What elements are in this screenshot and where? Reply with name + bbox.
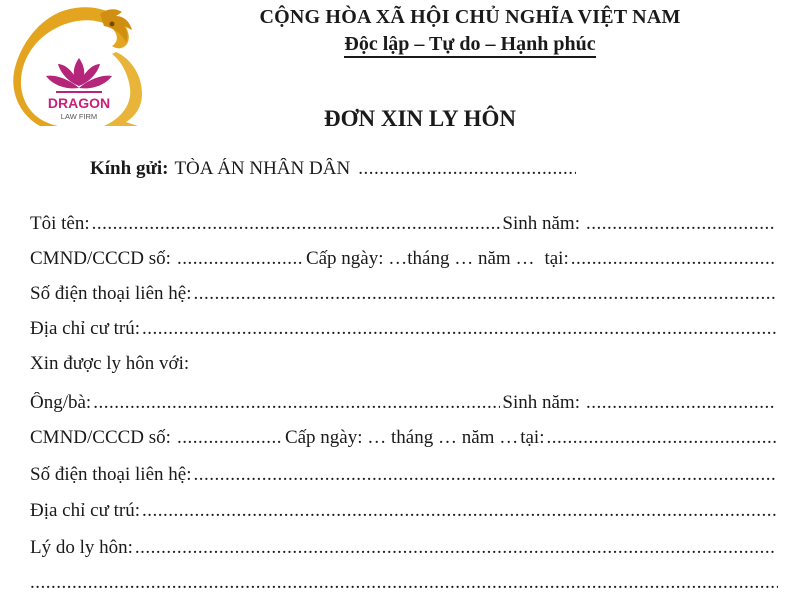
- recipient-label: Kính gửi:: [90, 158, 169, 179]
- reason-line: [30, 537, 778, 563]
- applicant-name-label: Tôi tên:: [30, 213, 90, 234]
- spouse-place-label: tại:: [520, 427, 545, 448]
- recipient-line: [90, 158, 650, 184]
- applicant-name-line: [30, 213, 778, 239]
- reason-continuation-blank: [30, 572, 778, 594]
- applicant-issued-label: Cấp ngày: …tháng … năm …: [305, 248, 535, 269]
- spouse-name-blank: [93, 392, 500, 414]
- spouse-birth-label: Sinh năm:: [502, 392, 580, 413]
- applicant-address-label: Địa chỉ cư trú:: [30, 318, 141, 339]
- spouse-phone-blank: [193, 464, 776, 486]
- applicant-birth-label: Sinh năm:: [502, 213, 580, 234]
- spouse-address-blank: [142, 500, 776, 522]
- spouse-phone-label: Số điện thoại liên hệ:: [30, 464, 192, 485]
- spouse-address-line: [30, 500, 778, 526]
- applicant-place-blank: [571, 248, 776, 270]
- spouse-id-line: [30, 427, 778, 453]
- recipient-blank: [358, 158, 576, 180]
- applicant-birth-blank: [586, 213, 774, 235]
- reason-blank: [135, 537, 776, 559]
- applicant-id-blank: [177, 248, 302, 270]
- applicant-id-line: [30, 248, 778, 274]
- spouse-name-label: Ông/bà:: [30, 392, 92, 413]
- spouse-address-label: Địa chỉ cư trú:: [30, 500, 141, 521]
- logo-sub-text: LAW FIRM: [60, 112, 98, 121]
- spouse-phone-line: [30, 464, 778, 490]
- applicant-id-label: CMND/CCCD số:: [30, 248, 171, 269]
- applicant-place-label: tại:: [544, 248, 569, 269]
- national-motto-subtitle: Độc lập – Tự do – Hạnh phúc: [170, 33, 770, 56]
- spouse-issued-label: Cấp ngày: … tháng … năm …: [284, 427, 519, 448]
- spouse-place-blank: [546, 427, 776, 449]
- applicant-phone-blank: [193, 283, 776, 305]
- request-line: [30, 353, 778, 379]
- applicant-address-line: [30, 318, 778, 344]
- reason-label: Lý do ly hôn:: [30, 537, 133, 558]
- recipient-value: TÒA ÁN NHÂN DÂN: [174, 158, 351, 179]
- applicant-phone-line: [30, 283, 778, 309]
- document-title: ĐƠN XIN LY HÔN: [324, 106, 516, 131]
- logo-brand-text: DRAGON: [47, 95, 111, 111]
- spouse-name-line: [30, 392, 778, 418]
- request-label: Xin được ly hôn với:: [30, 353, 190, 374]
- spouse-id-blank: [177, 427, 281, 449]
- applicant-name-blank: [92, 213, 501, 235]
- spouse-birth-blank: [586, 392, 774, 414]
- applicant-phone-label: Số điện thoại liên hệ:: [30, 283, 192, 304]
- national-motto-title: CỘNG HÒA XÃ HỘI CHỦ NGHĨA VIỆT NAM: [259, 6, 681, 28]
- applicant-address-blank: [142, 318, 776, 340]
- reason-continuation-line: [30, 572, 778, 598]
- spouse-id-label: CMND/CCCD số:: [30, 427, 171, 448]
